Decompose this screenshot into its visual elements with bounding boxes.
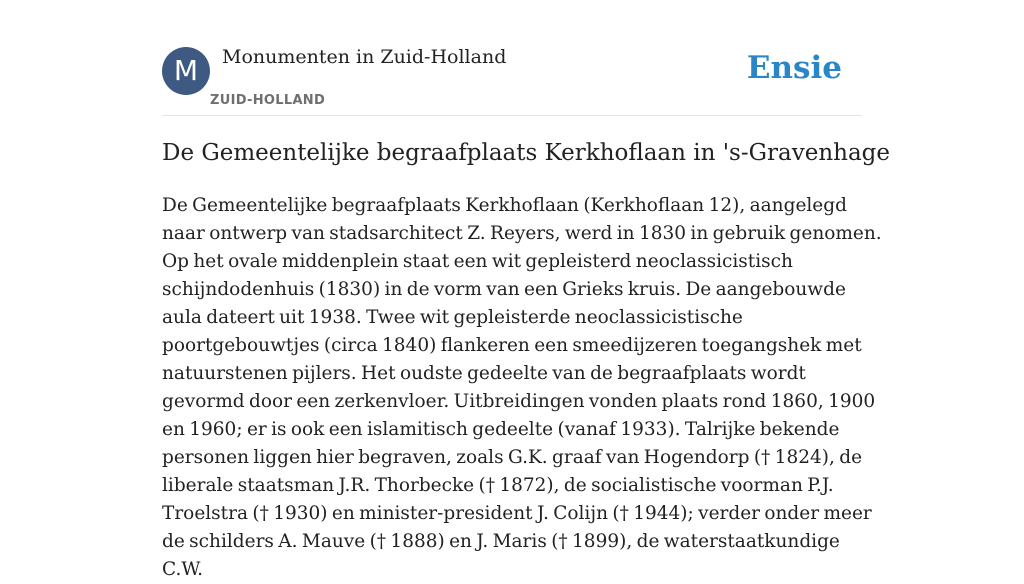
divider — [162, 115, 862, 116]
header — [162, 46, 862, 116]
article-body: De Gemeentelijke begraafplaats Kerkhoflaan (Kerkhoflaan 12), aangelegd naar ontwerp van stadsarchitect Z. Reyers, werd in 1830 in gebruik genomen. Op het ovale middenplein staat een wit gepleisterd neoclassicistisch schijndodenhuis (1830) in de vorm van een Grieks kruis. De aangebouwde aula dateert uit 1938. Twee wit gepleisterde neoclassicistische poortgebouwtjes (circa 1840) flankeren een smeedijzeren toegangshek met natuurstenen pijlers. Het oudste gedeelte van de begraafplaats wordt gevormd door een zerkenvloer. Uitbreidingen vonden plaats rond 1860, 1900 en 1960; er is ook een islamitisch gedeelte (vanaf 1933). Talrijke bekende personen liggen hier begraven, zoals G.K. graaf van Hogendorp († 1824), de liberale staatsman J.R. Thorbecke († 1872), de socialistische voorman P.J. Troelstra († 1930) en minister-president J. Colijn († 1944); verder onder meer de schilders A. Mauve († 1888) en J. Maris († 1899), de waterstaatkundige C.W. — [162, 195, 882, 580]
avatar[interactable]: M — [162, 47, 210, 95]
article-title: De Gemeentelijke begraafplaats Kerkhoflaan in 's-Gravenhage — [162, 140, 890, 166]
source-title[interactable]: Monumenten in Zuid-Holland — [222, 46, 507, 68]
ensie-logo[interactable]: Ensie — [746, 50, 842, 86]
category-link[interactable]: ZUID-HOLLAND — [210, 93, 326, 108]
